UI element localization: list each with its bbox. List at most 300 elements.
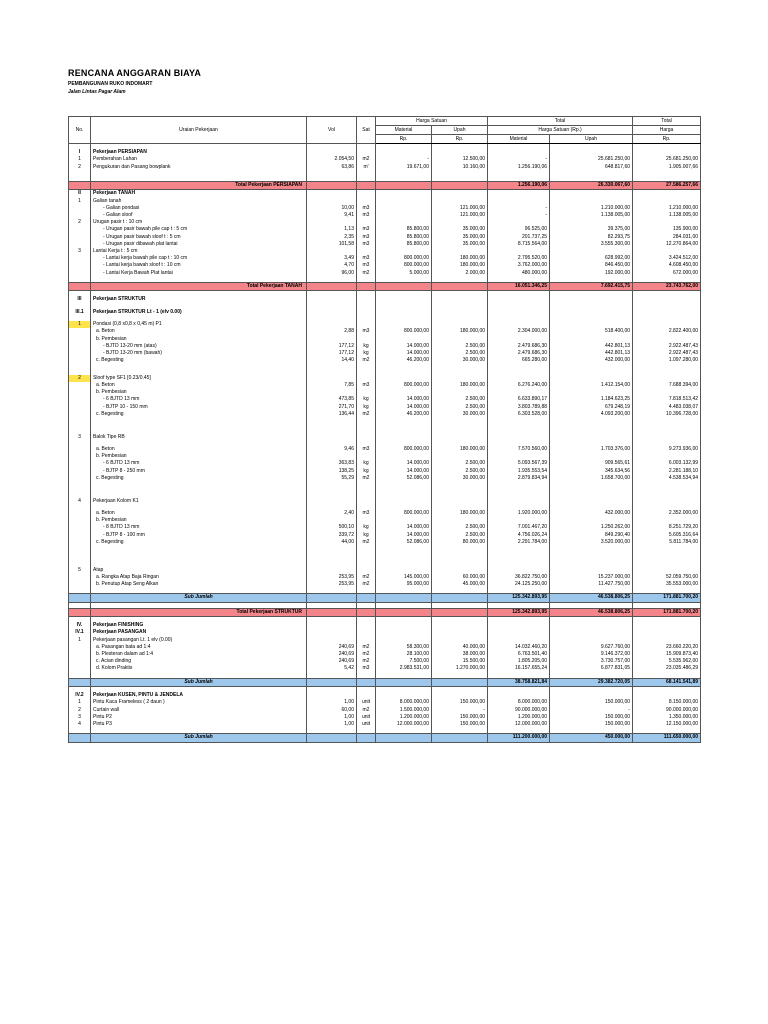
cell-total-material bbox=[488, 375, 550, 382]
cell-material: 800.000,00 bbox=[376, 446, 432, 453]
cell-sat bbox=[357, 678, 376, 686]
cell-vol: 136,44 bbox=[307, 411, 357, 418]
cell-sat bbox=[357, 219, 376, 226]
table-row bbox=[69, 637, 701, 644]
cell-upah bbox=[432, 498, 488, 505]
cell-no bbox=[69, 532, 91, 539]
cell-total-upah: 46.538.806,25 bbox=[550, 594, 633, 602]
table-row bbox=[69, 343, 701, 350]
cell-total-material bbox=[488, 149, 550, 156]
cell-upah bbox=[432, 594, 488, 602]
cell-no bbox=[69, 350, 91, 357]
table-row bbox=[69, 411, 701, 418]
cell-total-material: 201.737,25 bbox=[488, 234, 550, 241]
cell-material: 46.200,00 bbox=[376, 357, 432, 364]
cell-upah bbox=[432, 453, 488, 460]
cell-no: III.1 bbox=[69, 309, 91, 316]
table-row bbox=[69, 574, 701, 581]
cell-material: 800.000,00 bbox=[376, 510, 432, 517]
cell-vol bbox=[307, 453, 357, 460]
cell-material bbox=[376, 205, 432, 212]
cell-total-upah: 849.290,40 bbox=[550, 532, 633, 539]
cell-no bbox=[69, 212, 91, 219]
cell-total-material bbox=[488, 434, 550, 441]
cell-material bbox=[376, 375, 432, 382]
cell-uraian: d. Kolom Praktis bbox=[91, 665, 307, 672]
cell-vol bbox=[307, 219, 357, 226]
cell-total-material: 36.822.750,00 bbox=[488, 574, 550, 581]
cell-uraian: Pekerjaan PASANGAN bbox=[91, 629, 307, 636]
cell-total-harga: 1.905.007,66 bbox=[633, 164, 701, 171]
cell-total-upah: 432.000,00 bbox=[550, 510, 633, 517]
cell-sat bbox=[357, 629, 376, 636]
cell-uraian: b. Pembesian bbox=[91, 453, 307, 460]
cell-no bbox=[69, 404, 91, 411]
cell-vol bbox=[307, 296, 357, 303]
cell-total-harga: 171.881.700,20 bbox=[633, 608, 701, 616]
table-row bbox=[69, 255, 701, 262]
cell-sat bbox=[357, 296, 376, 303]
cell-no bbox=[69, 734, 91, 742]
cell-total-material bbox=[488, 622, 550, 629]
cell-total-upah: - bbox=[550, 707, 633, 714]
doc-location: Jalan Lintas Pagar Alam bbox=[68, 89, 126, 95]
cell-sat: m2 bbox=[357, 270, 376, 277]
cell-vol: 253,95 bbox=[307, 581, 357, 588]
table-row bbox=[69, 219, 701, 226]
cell-material: 800.000,00 bbox=[376, 328, 432, 335]
table-row bbox=[69, 404, 701, 411]
cell-upah: 121.000,00 bbox=[432, 205, 488, 212]
cell-no bbox=[69, 226, 91, 233]
cell-uraian: - BJTD 13-20 mm (atas) bbox=[91, 343, 307, 350]
col-total-harga-rp: Rp. bbox=[633, 135, 701, 144]
cell-total-upah: 1.184.623,25 bbox=[550, 396, 633, 403]
cell-total-material: 6.633.890,17 bbox=[488, 396, 550, 403]
cell-total-upah bbox=[550, 453, 633, 460]
cell-upah: 180.000,00 bbox=[432, 255, 488, 262]
cell-vol: 60,00 bbox=[307, 707, 357, 714]
cell-material bbox=[376, 248, 432, 255]
cell-material: 52.086,00 bbox=[376, 475, 432, 482]
cell-total-upah: 1.138.005,00 bbox=[550, 212, 633, 219]
cell-total-material: 1.935.553,54 bbox=[488, 468, 550, 475]
total-row bbox=[69, 182, 701, 190]
cell-sat: m3 bbox=[357, 212, 376, 219]
cell-no bbox=[69, 594, 91, 602]
cell-material bbox=[376, 692, 432, 699]
cell-material bbox=[376, 594, 432, 602]
cell-total-material bbox=[488, 637, 550, 644]
table-row bbox=[69, 336, 701, 343]
table-row bbox=[69, 241, 701, 248]
cell-no: 3 bbox=[69, 248, 91, 255]
cell-uraian: Balok Tipe RB bbox=[91, 434, 307, 441]
cell-upah bbox=[432, 248, 488, 255]
cell-sat bbox=[357, 336, 376, 343]
cell-total-harga bbox=[633, 629, 701, 636]
cell-upah: 15.500,00 bbox=[432, 658, 488, 665]
cell-material: 14.000,00 bbox=[376, 460, 432, 467]
cell-vol: 4,70 bbox=[307, 262, 357, 269]
cell-no bbox=[69, 517, 91, 524]
table-row bbox=[69, 532, 701, 539]
cell-total-upah bbox=[550, 321, 633, 328]
table-row bbox=[69, 198, 701, 205]
cell-total-material bbox=[488, 219, 550, 226]
cell-uraian: c. Acian dinding bbox=[91, 658, 307, 665]
cell-upah bbox=[432, 517, 488, 524]
cell-vol bbox=[307, 517, 357, 524]
section-row bbox=[69, 190, 701, 198]
cell-material: 85.800,00 bbox=[376, 234, 432, 241]
cell-vol: 138,25 bbox=[307, 468, 357, 475]
cell-total-material: 90.000.000,00 bbox=[488, 707, 550, 714]
cell-upah: 180.000,00 bbox=[432, 510, 488, 517]
cell-upah bbox=[432, 219, 488, 226]
cell-vol bbox=[307, 389, 357, 396]
cell-material: 46.200,00 bbox=[376, 411, 432, 418]
cell-total-upah: 6.877.831,05 bbox=[550, 665, 633, 672]
cell-total-material bbox=[488, 453, 550, 460]
cell-no bbox=[69, 283, 91, 291]
col-upah: Upah bbox=[432, 126, 488, 135]
cell-uraian: Sub Jumlah bbox=[91, 594, 307, 602]
cell-sat bbox=[357, 517, 376, 524]
cell-material: 52.086,00 bbox=[376, 539, 432, 546]
cell-uraian: Pemberahan Lahan bbox=[91, 156, 307, 163]
cell-upah: 2.500,00 bbox=[432, 468, 488, 475]
cell-vol: 96,00 bbox=[307, 270, 357, 277]
cell-upah: 30.000,00 bbox=[432, 475, 488, 482]
cell-material bbox=[376, 182, 432, 190]
table-row bbox=[69, 453, 701, 460]
cell-sat bbox=[357, 283, 376, 291]
cell-total-harga: 27.586.257,66 bbox=[633, 182, 701, 190]
cell-sat bbox=[357, 453, 376, 460]
cell-no: 4 bbox=[69, 498, 91, 505]
cell-sat: unit bbox=[357, 721, 376, 728]
cell-total-upah: 150.000,00 bbox=[550, 714, 633, 721]
cell-vol bbox=[307, 321, 357, 328]
budget-table bbox=[68, 116, 701, 743]
cell-upah bbox=[432, 734, 488, 742]
cell-uraian: Lantai Kerja t : 5 cm bbox=[91, 248, 307, 255]
cell-sat bbox=[357, 248, 376, 255]
cell-sat: kg bbox=[357, 460, 376, 467]
cell-material: 1.200.000,00 bbox=[376, 714, 432, 721]
cell-uraian: Total Pekerjaan PERSIAPAN bbox=[91, 182, 307, 190]
col-uraian: Uraian Pekerjaan bbox=[91, 117, 307, 144]
total-row bbox=[69, 283, 701, 291]
cell-sat: m2 bbox=[357, 539, 376, 546]
cell-no: 4 bbox=[69, 721, 91, 728]
cell-total-upah: 909.565,61 bbox=[550, 460, 633, 467]
cell-sat bbox=[357, 434, 376, 441]
cell-material: 14.000,00 bbox=[376, 350, 432, 357]
cell-total-harga: 23.660.220,20 bbox=[633, 644, 701, 651]
cell-total-material: 125.342.893,95 bbox=[488, 608, 550, 616]
cell-upah bbox=[432, 692, 488, 699]
cell-total-harga: 111.650.000,00 bbox=[633, 734, 701, 742]
cell-total-material bbox=[488, 190, 550, 198]
col-no: No. bbox=[69, 117, 91, 144]
cell-material bbox=[376, 296, 432, 303]
cell-material: 7.500,00 bbox=[376, 658, 432, 665]
table-row bbox=[69, 517, 701, 524]
cell-total-upah: 1.412.154,00 bbox=[550, 382, 633, 389]
cell-no bbox=[69, 396, 91, 403]
cell-total-harga bbox=[633, 248, 701, 255]
cell-material bbox=[376, 517, 432, 524]
cell-uraian: Pintu Kaca Frameless ( 2 daun ) bbox=[91, 699, 307, 706]
cell-uraian: Pekerjaan FINISHING bbox=[91, 622, 307, 629]
cell-sat: m2 bbox=[357, 651, 376, 658]
cell-total-material bbox=[488, 248, 550, 255]
cell-sat bbox=[357, 190, 376, 198]
cell-vol: 2,40 bbox=[307, 510, 357, 517]
cell-total-harga: 12.270.864,00 bbox=[633, 241, 701, 248]
cell-upah bbox=[432, 434, 488, 441]
cell-total-material: 480.000,00 bbox=[488, 270, 550, 277]
table-header bbox=[69, 117, 701, 144]
cell-total-harga: 7.818.513,42 bbox=[633, 396, 701, 403]
cell-upah: 2.500,00 bbox=[432, 396, 488, 403]
cell-total-harga: 1.210.000,00 bbox=[633, 205, 701, 212]
col-material-rp: Rp. bbox=[376, 135, 432, 144]
cell-upah: 1.270.000,00 bbox=[432, 665, 488, 672]
cell-no bbox=[69, 182, 91, 190]
col-upah-rp: Rp. bbox=[432, 135, 488, 144]
table-row bbox=[69, 350, 701, 357]
cell-total-material: 2.795.520,00 bbox=[488, 255, 550, 262]
cell-total-harga: 2.352.000,00 bbox=[633, 510, 701, 517]
cell-uraian: Atap bbox=[91, 567, 307, 574]
cell-total-material bbox=[488, 336, 550, 343]
cell-total-upah: 29.382.720,05 bbox=[550, 678, 633, 686]
cell-total-material: 6.763.501,40 bbox=[488, 651, 550, 658]
cell-no bbox=[69, 328, 91, 335]
cell-no: 1 bbox=[69, 321, 91, 328]
cell-total-harga: 23.743.762,00 bbox=[633, 283, 701, 291]
cell-sat: m3 bbox=[357, 205, 376, 212]
cell-uraian: Pekerjaan Kolom K1 bbox=[91, 498, 307, 505]
cell-sat: m2 bbox=[357, 644, 376, 651]
cell-vol: 1,00 bbox=[307, 699, 357, 706]
cell-total-upah bbox=[550, 149, 633, 156]
cell-material bbox=[376, 212, 432, 219]
cell-uraian: - 6 BJTD 13 mm bbox=[91, 460, 307, 467]
cell-upah: 35.000,00 bbox=[432, 226, 488, 233]
cell-material bbox=[376, 637, 432, 644]
cell-upah bbox=[432, 678, 488, 686]
cell-material bbox=[376, 283, 432, 291]
cell-vol bbox=[307, 734, 357, 742]
cell-upah bbox=[432, 637, 488, 644]
cell-total-upah: 150.000,00 bbox=[550, 699, 633, 706]
cell-upah: 60.000,00 bbox=[432, 574, 488, 581]
cell-material: 2.983.531,00 bbox=[376, 665, 432, 672]
table-row bbox=[69, 434, 701, 441]
cell-sat bbox=[357, 734, 376, 742]
cell-total-upah bbox=[550, 336, 633, 343]
cell-total-material: 12.000.000,00 bbox=[488, 721, 550, 728]
cell-total-upah bbox=[550, 198, 633, 205]
cell-upah bbox=[432, 389, 488, 396]
table-row bbox=[69, 262, 701, 269]
cell-total-harga bbox=[633, 198, 701, 205]
cell-total-upah: 4.093.200,00 bbox=[550, 411, 633, 418]
cell-total-material: 8.715.564,00 bbox=[488, 241, 550, 248]
table-row bbox=[69, 164, 701, 171]
cell-uraian: Pekerjaan STRUKTUR Lt - 1 (elv 0.00) bbox=[91, 309, 307, 316]
cell-total-upah bbox=[550, 567, 633, 574]
cell-total-harga bbox=[633, 567, 701, 574]
table-row bbox=[69, 460, 701, 467]
cell-total-material bbox=[488, 517, 550, 524]
cell-uraian: Galian tanah bbox=[91, 198, 307, 205]
cell-no bbox=[69, 270, 91, 277]
cell-no bbox=[69, 262, 91, 269]
cell-total-material: 6.276.240,00 bbox=[488, 382, 550, 389]
cell-upah: - bbox=[432, 707, 488, 714]
cell-total-upah: 11.427.750,00 bbox=[550, 581, 633, 588]
cell-sat bbox=[357, 608, 376, 616]
cell-total-upah: 628.992,00 bbox=[550, 255, 633, 262]
table-row bbox=[69, 699, 701, 706]
cell-total-harga: 15.909.873,40 bbox=[633, 651, 701, 658]
cell-uraian: a. Beton bbox=[91, 328, 307, 335]
col-total-harga-2: Harga bbox=[633, 126, 701, 135]
cell-vol: 240,69 bbox=[307, 651, 357, 658]
cell-total-upah: 9.146.372,00 bbox=[550, 651, 633, 658]
cell-vol: 1,00 bbox=[307, 714, 357, 721]
table-body bbox=[69, 144, 701, 743]
cell-vol: 55,29 bbox=[307, 475, 357, 482]
cell-no bbox=[69, 446, 91, 453]
cell-total-material bbox=[488, 692, 550, 699]
cell-no bbox=[69, 357, 91, 364]
cell-total-material: 111.200.000,00 bbox=[488, 734, 550, 742]
cell-upah: 10.160,00 bbox=[432, 164, 488, 171]
cell-total-upah bbox=[550, 498, 633, 505]
cell-uraian: Total Pekerjaan TANAH bbox=[91, 283, 307, 291]
cell-total-material: 6.303.528,00 bbox=[488, 411, 550, 418]
section-row bbox=[69, 622, 701, 629]
doc-title: RENCANA ANGGARAN BIAYA bbox=[68, 68, 202, 78]
cell-uraian: Pengukuran dan Pasang bowplank bbox=[91, 164, 307, 171]
cell-vol: 500,10 bbox=[307, 524, 357, 531]
cell-no bbox=[69, 411, 91, 418]
cell-total-harga bbox=[633, 219, 701, 226]
cell-sat: kg bbox=[357, 524, 376, 531]
cell-sat: unit bbox=[357, 699, 376, 706]
table-row bbox=[69, 707, 701, 714]
cell-vol: 5,42 bbox=[307, 665, 357, 672]
cell-vol: 3,49 bbox=[307, 255, 357, 262]
cell-total-harga: 2.922.487,43 bbox=[633, 343, 701, 350]
cell-vol bbox=[307, 678, 357, 686]
cell-sat: kg bbox=[357, 532, 376, 539]
cell-total-material: 2.304.000,00 bbox=[488, 328, 550, 335]
cell-sat: m2 bbox=[357, 411, 376, 418]
cell-total-upah: 345.634,56 bbox=[550, 468, 633, 475]
cell-no bbox=[69, 678, 91, 686]
table-row bbox=[69, 270, 701, 277]
cell-no: 2 bbox=[69, 164, 91, 171]
table-row bbox=[69, 524, 701, 531]
cell-total-upah bbox=[550, 248, 633, 255]
cell-vol: 2.054,50 bbox=[307, 156, 357, 163]
cell-total-material bbox=[488, 321, 550, 328]
cell-total-material: 5.093.567,39 bbox=[488, 460, 550, 467]
cell-vol: 2,88 bbox=[307, 328, 357, 335]
cell-no bbox=[69, 255, 91, 262]
cell-vol: 363,83 bbox=[307, 460, 357, 467]
cell-uraian: - Urugan pasir bawah sloof t : 5 cm bbox=[91, 234, 307, 241]
cell-material: 58.300,00 bbox=[376, 644, 432, 651]
cell-uraian: a. Pasangan bata ad 1:4 bbox=[91, 644, 307, 651]
cell-no bbox=[69, 468, 91, 475]
cell-uraian: - BJTP 10 - 150 mm bbox=[91, 404, 307, 411]
cell-upah bbox=[432, 190, 488, 198]
cell-uraian: Sub Jumlah bbox=[91, 678, 307, 686]
cell-no: II bbox=[69, 190, 91, 198]
cell-material bbox=[376, 149, 432, 156]
cell-material: 85.800,00 bbox=[376, 241, 432, 248]
cell-material bbox=[376, 389, 432, 396]
cell-total-upah bbox=[550, 434, 633, 441]
cell-uraian: Urugan pasir t : 10 cm bbox=[91, 219, 307, 226]
cell-upah: 121.000,00 bbox=[432, 212, 488, 219]
cell-upah bbox=[432, 629, 488, 636]
cell-total-material: 3.762.000,00 bbox=[488, 262, 550, 269]
cell-vol: 9,41 bbox=[307, 212, 357, 219]
cell-upah bbox=[432, 283, 488, 291]
cell-no bbox=[69, 608, 91, 616]
cell-total-material: 14.032.460,20 bbox=[488, 644, 550, 651]
cell-sat: m2 bbox=[357, 574, 376, 581]
cell-sat: m3 bbox=[357, 226, 376, 233]
cell-total-upah: 1.703.376,00 bbox=[550, 446, 633, 453]
cell-upah: 2.500,00 bbox=[432, 532, 488, 539]
table-row bbox=[69, 234, 701, 241]
cell-upah bbox=[432, 296, 488, 303]
cell-total-material: 38.758.821,84 bbox=[488, 678, 550, 686]
cell-material bbox=[376, 622, 432, 629]
cell-total-harga: 1.097.280,00 bbox=[633, 357, 701, 364]
table-row bbox=[69, 321, 701, 328]
cell-material: 1.500.000,00 bbox=[376, 707, 432, 714]
cell-total-harga: 135.900,00 bbox=[633, 226, 701, 233]
cell-sat bbox=[357, 321, 376, 328]
cell-total-harga: 25.681.250,00 bbox=[633, 156, 701, 163]
cell-upah bbox=[432, 182, 488, 190]
cell-no: 2 bbox=[69, 707, 91, 714]
cell-uraian: a. Beton bbox=[91, 446, 307, 453]
cell-total-harga bbox=[633, 498, 701, 505]
cell-uraian: c. Begesting bbox=[91, 411, 307, 418]
cell-uraian: Pekerjaan pasangan Lt. 1 elv (0.00) bbox=[91, 637, 307, 644]
cell-sat: m2 bbox=[357, 156, 376, 163]
cell-total-harga bbox=[633, 637, 701, 644]
cell-total-harga bbox=[633, 453, 701, 460]
cell-no bbox=[69, 241, 91, 248]
cell-no bbox=[69, 453, 91, 460]
cell-total-harga: 8.150.000,00 bbox=[633, 699, 701, 706]
cell-total-upah: 432.000,00 bbox=[550, 357, 633, 364]
cell-upah: 38.000,00 bbox=[432, 651, 488, 658]
